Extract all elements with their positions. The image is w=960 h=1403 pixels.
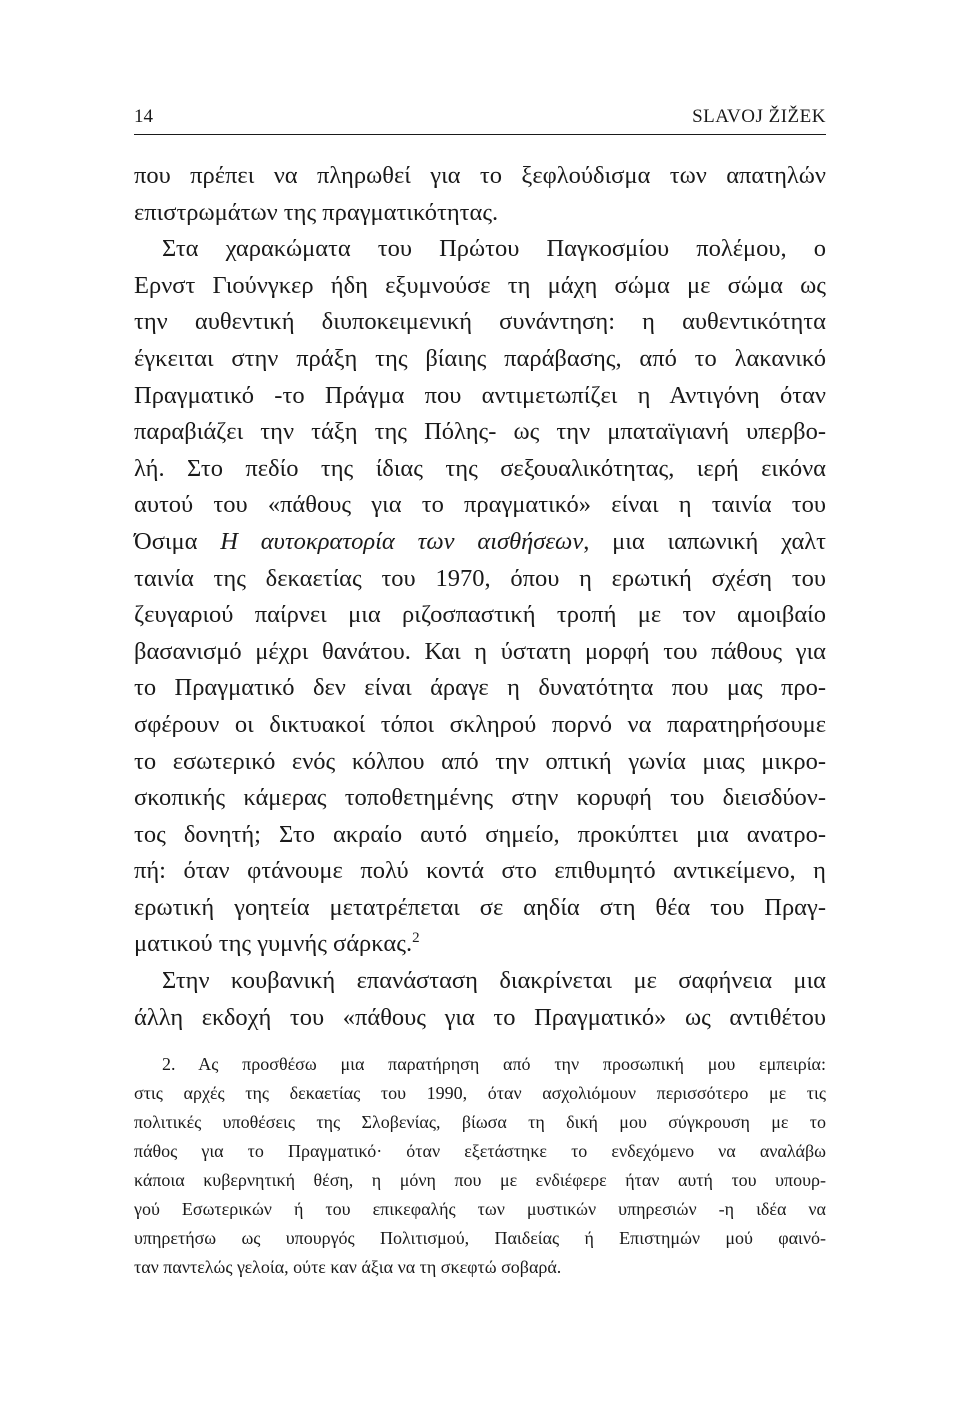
footnote-ref-marker: 2 [412, 930, 420, 947]
text-line: παραβιάζει την τάξη της Πόλης- ως την μπαταϊγιανή υπερβο- [134, 418, 826, 446]
text-line: άλλη εκδοχή του «πάθους για το Πραγματικό» ως αντιθέτου [134, 1003, 826, 1031]
footnote [134, 1050, 826, 1282]
text-line: ταινία της δεκαετίας του 1970, όπου η ερωτική σχέση του [134, 564, 826, 592]
text-line: το Πραγματικό δεν είναι άραγε η δυνατότητα που μας προ- [134, 674, 826, 702]
text-line: το εσωτερικό ενός κόλπου από την οπτική γωνία μιας μικρο- [134, 747, 826, 775]
footnote-line: ταν παντελώς γελοία, ούτε καν άξια να τη σκεφτώ σοβαρά. [134, 1257, 562, 1277]
text-line-with-title: Όσιμα Η αυτοκρατορία των αισθήσεων, μια ιαπωνική χαλτ [134, 527, 827, 555]
text-line: τος δονητή; Στο ακραίο αυτό σημείο, προκύπτει μια ανατρο- [134, 820, 826, 848]
footnote-line: κάποια κυβερνητική θέση, η μόνη που με ενδιέφερε ήταν αυτή του υπουρ- [134, 1170, 826, 1190]
page-number: 14 [134, 106, 153, 127]
text-line: ερωτική γοητεία μετατρέπεται σε αηδία στη θέα του Πραγ- [134, 893, 826, 921]
text-line: σφέρουν οι δικτυακοί τόποι σκληρού πορνό να παρατηρήσουμε [134, 710, 826, 738]
text-line: σκοπικής κάμερας τοποθετημένης στην κορυφή του διεισδύον- [134, 784, 826, 812]
text-line: αυτού του «πάθους για το πραγματικό» είναι η ταινία του [134, 491, 826, 519]
footnote-line: πάθος για το Πραγματικό· όταν εξετάστηκε το ενδεχόμενο να αναλάβω [134, 1141, 826, 1161]
text-line: ζευγαριού παίρνει μια ριζοσπαστική τροπή με τον αμοιβαίο [134, 601, 826, 629]
text-line: επιστρωμάτων της πραγματικότητας. [134, 198, 499, 226]
text-line: πή: όταν φτάνουμε πολύ κοντά στο επιθυμητό αντικείμενο, η [134, 857, 826, 885]
page-header [134, 104, 826, 135]
text-line: βασανισμό μέχρι θανάτου. Και η ύστατη μορφή του πάθους για [134, 637, 826, 665]
text-line-content: ματικού της γυμνής σάρκας. [134, 930, 413, 958]
text-line: Ερνστ Γιούνγκερ ήδη εξυμνούσε τη μάχη σώμα με σώμα ως [134, 271, 826, 299]
footnote-line: υπηρετήσω ως υπουργός Πολιτισμού, Παιδείας ή Επιστημών μού φαινό- [134, 1228, 826, 1248]
text-line: που πρέπει να πληρωθεί για το ξεφλούδισμα των απατηλών [134, 162, 826, 189]
text-line: λή. Στο πεδίο της ίδιας της σεξουαλικότητας, ιερή εικόνα [134, 454, 826, 482]
footnote-line: πολιτικές υποθέσεις της Σλοβενίας, βίωσα τη δική μου σύγκρουση με το [134, 1112, 826, 1132]
running-head-author: SLAVOJ ŽIŽEK [692, 106, 826, 127]
footnote-line: 2. Ας προσθέσω μια παρατήρηση από την προσωπική μου εμπειρία: [162, 1054, 826, 1074]
text-line: έγκειται στην πράξη της βίαιης παράβασης, από το λακανικό [134, 344, 826, 372]
footnote-line: στις αρχές της δεκαετίας του 1990, όταν ασχολιόμουν περισσότερο με τις [134, 1083, 826, 1103]
main-text [134, 158, 826, 1036]
paragraph-start-line: Στην κουβανική επανάσταση διακρίνεται με σαφήνεια μια [162, 967, 826, 995]
footnote-line: γού Εσωτερικών ή του επικεφαλής των μυστικών υπηρεσιών -η ιδέα να [134, 1199, 826, 1219]
text-line-with-footnote-ref [134, 926, 826, 963]
text-line: Πραγματικό -το Πράγμα που αντιμετωπίζει η Αντιγόνη όταν [134, 381, 826, 409]
paragraph-start-line: Στα χαρακώματα του Πρώτου Παγκοσμίου πολέμου, ο [162, 235, 826, 263]
film-title: Η αυτοκρατορία των αισθήσεων [220, 527, 584, 555]
text-line: την αυθεντική διυποκειμενική συνάντηση: η αυθεντικότητα [134, 308, 826, 336]
